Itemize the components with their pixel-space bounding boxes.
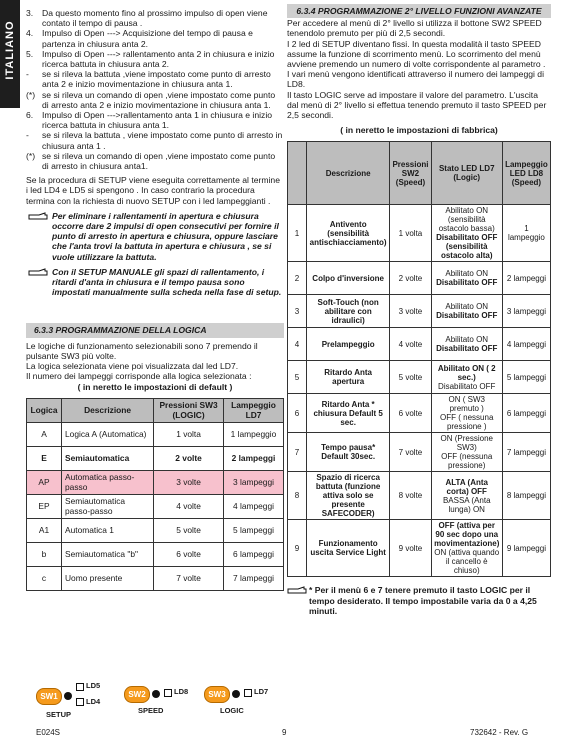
- step-number: -: [26, 130, 29, 141]
- pointing-hand-icon: [28, 268, 48, 278]
- table-cell: Automatica 1: [62, 518, 154, 542]
- table-cell: 9: [288, 520, 307, 577]
- table-cell: Semiautomatica passo-passo: [62, 494, 154, 518]
- section-title-advanced: 6.3.4 PROGRAMMAZIONE 2° LIVELLO FUNZIONI AVANZATE: [287, 4, 551, 18]
- table-cell: 3 volte: [154, 470, 224, 494]
- table-cell: 6 volte: [390, 394, 431, 433]
- table-row: [27, 494, 284, 518]
- table-cell: 3 lampeggi: [502, 295, 550, 328]
- table-cell: Semiautomatica: [62, 446, 154, 470]
- table-header: Lampeggio LED LD8 (Speed): [502, 142, 550, 205]
- table-header: Stato LED LD7 (Logic): [431, 142, 502, 205]
- state-on: ON ( SW3 premuto ): [448, 395, 485, 414]
- sw1-button-icon: SW1: [36, 688, 62, 705]
- led-dot-icon: [64, 692, 72, 700]
- table-cell: 6 lampeggi: [502, 394, 550, 433]
- step-text: Impulso di Open --->rallentamento anta 1 in chiusura e inizio ricerca battuta in chiusura anta 1.: [42, 110, 273, 131]
- state-off: BASSA (Anta lunga) ON: [442, 495, 491, 514]
- sw3-button-icon: SW3: [204, 686, 230, 703]
- tip-manual-setup: [26, 267, 284, 298]
- table-row: [288, 328, 551, 361]
- setup-step: [26, 110, 284, 130]
- setup-step: [26, 8, 284, 28]
- left-column: [26, 8, 284, 591]
- table-cell: AP: [27, 470, 62, 494]
- table-cell: 9 lampeggi: [502, 520, 550, 577]
- intro-paragraph: Per accedere al menù di 2° livello si utilizza il bottone SW2 SPEED tenendolo premuto per più di 2,5 secondi.: [287, 18, 542, 39]
- state-on: Abilitato ON (sensibilità ostacolo bassa): [438, 206, 495, 234]
- setup-steps-list: [26, 8, 284, 171]
- state-off: Disabilitato OFF: [438, 381, 496, 391]
- step-text: se si rileva la battuta ,viene impostato come punto di arresto anta 2 e inizio movimentazione in chiusura anta 1.: [42, 69, 271, 90]
- table-cell: 4 volte: [154, 494, 224, 518]
- pointing-hand-icon: [287, 586, 307, 596]
- table-cell: A: [27, 422, 62, 446]
- table-header: Descrizione: [307, 142, 390, 205]
- table-cell: 4 lampeggi: [224, 494, 284, 518]
- table-cell: A1: [27, 518, 62, 542]
- state-off: OFF (nessuna pressione): [441, 452, 493, 471]
- setup-step: [26, 69, 284, 89]
- table-cell: 2 volte: [390, 262, 431, 295]
- step-number: 5.: [26, 48, 34, 59]
- table-header: Logica: [27, 398, 62, 422]
- intro-paragraph: I vari menù vengono identificati attraverso il numero dei lampeggi di LD8.: [287, 69, 544, 90]
- ld5-label: LD5: [86, 681, 101, 690]
- procedure-note: Se la procedura di SETUP viene eseguita correttamente al termine i led LD4 e LD5 si spengono . In caso contrario la procedura termina con la richiesta di nuovo SETUP con i led lampeggianti .: [26, 175, 280, 206]
- setup-step: [26, 130, 284, 150]
- table-cell: Funzionamento uscita Service Light: [307, 520, 390, 577]
- button-legend: [36, 680, 276, 720]
- state-on: ALTA (Anta corta) OFF: [445, 477, 488, 496]
- table-cell: 1 volta: [390, 205, 431, 262]
- advanced-table: [287, 141, 551, 577]
- table-cell: Soft-Touch (non abilitare con idraulici): [307, 295, 390, 328]
- tip-slowdown: [26, 211, 284, 262]
- table-row: [288, 472, 551, 520]
- table-row: [27, 542, 284, 566]
- table-cell: [431, 361, 502, 394]
- pointing-hand-icon: [28, 212, 48, 222]
- table-cell: b: [27, 542, 62, 566]
- table-cell: 1: [288, 205, 307, 262]
- state-off: OFF ( nessuna pressione ): [440, 413, 494, 432]
- table-cell: [431, 328, 502, 361]
- step-number: (*): [26, 150, 36, 161]
- table-row: [288, 520, 551, 577]
- table-cell: 2 lampeggi: [224, 446, 284, 470]
- table-cell: [431, 520, 502, 577]
- table-cell: Logica A (Automatica): [62, 422, 154, 446]
- table-cell: 1 lampeggio: [224, 422, 284, 446]
- table-cell: Automatica passo-passo: [62, 470, 154, 494]
- table-cell: 5 lampeggi: [502, 361, 550, 394]
- table-cell: c: [27, 566, 62, 590]
- table-cell: Antivento (sensibilità antischiacciamento): [307, 205, 390, 262]
- table-cell: 7 volte: [390, 433, 431, 472]
- led-ld7-icon: [244, 689, 252, 697]
- table-row: [288, 262, 551, 295]
- table-header: Pressioni SW2 (Speed): [390, 142, 431, 205]
- table-cell: [431, 433, 502, 472]
- tip-manual-setup-text: Con il SETUP MANUALE gli spazi di rallentamento, i ritardi d'anta in chiusura e il tempo pausa sono impostati manualmente sulla scheda nella fase di setup.: [52, 266, 282, 298]
- state-off: Disabilitato OFF: [436, 344, 498, 354]
- table-cell: 7 volte: [154, 566, 224, 590]
- table-cell: Semiautomatica "b": [62, 542, 154, 566]
- table-cell: [431, 295, 502, 328]
- state-on: OFF (attiva per 90 sec dopo una movimentazione): [434, 521, 500, 549]
- step-text: Impulso di Open ---> rallentamento anta 2 in chiusura e inizio ricerca battuta in chiusura anta 2.: [42, 48, 275, 70]
- step-text: Impulso di Open ---> Acquisizione del tempo di pausa e partenza in chiusura anta 2.: [42, 28, 253, 49]
- table-cell: [431, 394, 502, 433]
- table-cell: 6: [288, 394, 307, 433]
- table-cell: 5 volte: [390, 361, 431, 394]
- table-cell: Tempo pausa* Default 30sec.: [307, 433, 390, 472]
- setup-step: [26, 49, 284, 69]
- advanced-intro: [287, 18, 551, 120]
- table-row: [27, 518, 284, 542]
- setup-step: [26, 28, 284, 48]
- table-cell: 1 lampeggio: [502, 205, 550, 262]
- table-cell: 6 volte: [154, 542, 224, 566]
- right-column: [287, 4, 551, 616]
- intro-paragraph: I 2 led di SETUP diventano fissi. In questa modalità il tasto SPEED assume la funzione di scorrimento menù. Lo scorrimento del menù avviene premendo un numero di volte corrispondente al parametro .: [287, 38, 546, 70]
- table-row: [27, 446, 284, 470]
- language-label: ITALIANO: [4, 20, 16, 80]
- table-header: Descrizione: [62, 398, 154, 422]
- table-row: [288, 394, 551, 433]
- table-cell: 2: [288, 262, 307, 295]
- table-cell: 3 lampeggi: [224, 470, 284, 494]
- footnote-text: * Per il menù 6 e 7 tenere premuto il tasto LOGIC per il tempo desiderato. Il tempo impostabile varia da 0 a 4,25 minuti.: [309, 585, 537, 616]
- table-cell: Ritardo Anta * chiusura Default 5 sec.: [307, 394, 390, 433]
- table-cell: 3: [288, 295, 307, 328]
- step-number: 4.: [26, 28, 34, 39]
- footer-code: E024S: [36, 728, 61, 737]
- table-row: [27, 566, 284, 590]
- factory-defaults-note: ( in neretto le impostazioni di fabbrica): [340, 125, 498, 136]
- state-off: Disabilitato OFF: [436, 311, 498, 321]
- language-tab: [0, 0, 20, 108]
- logic-table: [26, 398, 284, 591]
- step-text: Da questo momento fino al prossimo impulso di open viene contato il tempo di pausa .: [42, 8, 268, 29]
- table-cell: 8 volte: [390, 472, 431, 520]
- table-row: [288, 433, 551, 472]
- state-on: Abilitato ON: [445, 302, 489, 312]
- intro-paragraph: Il tasto LOGIC serve ad impostare il valore del parametro. L'uscita dal menù di 2° livello si effettua tenendo premuto il tasto SPEED per 2,5 secondi.: [287, 89, 547, 121]
- table-cell: Ritardo Anta apertura: [307, 361, 390, 394]
- table-cell: [431, 472, 502, 520]
- table-cell: 5 volte: [154, 518, 224, 542]
- step-text: se si rileva un comando di open ,viene impostato come punto di arresto anta 2 e inizio movimentazione in chiusura anta 1.: [42, 89, 276, 110]
- table-cell: [431, 205, 502, 262]
- table-cell: 3 volte: [390, 295, 431, 328]
- setup-step: [26, 151, 284, 171]
- table-cell: 9 volte: [390, 520, 431, 577]
- table-row: [288, 361, 551, 394]
- table-cell: 7 lampeggi: [224, 566, 284, 590]
- step-number: 3.: [26, 8, 34, 18]
- table-cell: 7: [288, 433, 307, 472]
- table-cell: Uomo presente: [62, 566, 154, 590]
- table-header: [288, 142, 307, 205]
- state-on: Abilitato ON: [445, 269, 489, 279]
- step-number: -: [26, 69, 29, 80]
- table-cell: 4: [288, 328, 307, 361]
- led-ld8-icon: [164, 689, 172, 697]
- table-cell: 4 lampeggi: [502, 328, 550, 361]
- page-number: 9: [282, 728, 287, 737]
- step-text: se si rileva un comando di open ,viene impostato come punto di arresto in chiusura anta1.: [42, 150, 276, 172]
- state-on: Abilitato ON ( 2 sec.): [437, 363, 496, 382]
- logic-label: LOGIC: [220, 706, 244, 715]
- sw2-button-icon: SW2: [124, 686, 150, 703]
- table-header: Pressioni SW3 (LOGIC): [154, 398, 224, 422]
- led-dot-icon: [232, 690, 240, 698]
- ld8-label: LD8: [174, 687, 189, 696]
- ld4-label: LD4: [86, 697, 101, 706]
- table-cell: 5: [288, 361, 307, 394]
- table-cell: E: [27, 446, 62, 470]
- table-cell: Spazio di ricerca battuta (funzione attiva solo se presente SAFECODER): [307, 472, 390, 520]
- table-cell: 5 lampeggi: [224, 518, 284, 542]
- table-header: Lampeggio LD7: [224, 398, 284, 422]
- step-number: 6.: [26, 110, 34, 121]
- table-cell: EP: [27, 494, 62, 518]
- table-cell: 8 lampeggi: [502, 472, 550, 520]
- table-row: [288, 295, 551, 328]
- table-cell: [431, 262, 502, 295]
- led-ld4-icon: [76, 698, 84, 706]
- led-dot-icon: [152, 690, 160, 698]
- step-number: (*): [26, 89, 36, 100]
- table-cell: 4 volte: [390, 328, 431, 361]
- ld7-label: LD7: [254, 687, 269, 696]
- state-on: ON (Pressione SW3): [440, 434, 493, 453]
- table-cell: 6 lampeggi: [224, 542, 284, 566]
- table-cell: Colpo d'inversione: [307, 262, 390, 295]
- section-title-logic: 6.3.3 PROGRAMMAZIONE DELLA LOGICA: [26, 323, 284, 337]
- state-off: Disabilitato OFF (sensibilità ostacolo alta): [436, 233, 498, 261]
- table-cell: 2 volte: [154, 446, 224, 470]
- defaults-note: ( in neretto le impostazioni di default ): [77, 381, 233, 392]
- state-off: Disabilitato OFF: [436, 278, 498, 288]
- table-row: [27, 422, 284, 446]
- setup-step: [26, 90, 284, 110]
- led-ld5-icon: [76, 683, 84, 691]
- section-text-logic: Le logiche di funzionamento selezionabili sono 7 premendo il pulsante SW3 più volte. La logica selezionata viene poi visualizzata dal led LD7. Il numero dei lampeggi corrisponde alla logica selezionata :: [26, 340, 258, 382]
- state-on: Abilitato ON: [445, 335, 489, 345]
- table-row: [288, 205, 551, 262]
- footer-revision: 732642 - Rev. G: [470, 728, 529, 737]
- table-cell: 8: [288, 472, 307, 520]
- speed-label: SPEED: [138, 706, 164, 715]
- table-cell: Prelampeggio: [307, 328, 390, 361]
- table-cell: 1 volta: [154, 422, 224, 446]
- footnote: [287, 585, 551, 616]
- table-row: [27, 470, 284, 494]
- step-text: se si rileva la battuta , viene impostato come punto di arresto in chiusura anta 1 .: [42, 130, 283, 151]
- table-cell: 7 lampeggi: [502, 433, 550, 472]
- tip-slowdown-text: Per eliminare i rallentamenti in apertura e chiusura occorre dare 2 impulsi di open consecutivi per fornire il punto di arresto in apertura e chiusura, oppure lasciare che l'anta trovi la battuta in apertura e chiusura , se si vuole utilizzare la battuta.: [52, 210, 279, 262]
- state-off: ON (attiva quando il cancello è chiuso): [434, 548, 500, 576]
- setup-label: SETUP: [46, 710, 72, 719]
- table-cell: 2 lampeggi: [502, 262, 550, 295]
